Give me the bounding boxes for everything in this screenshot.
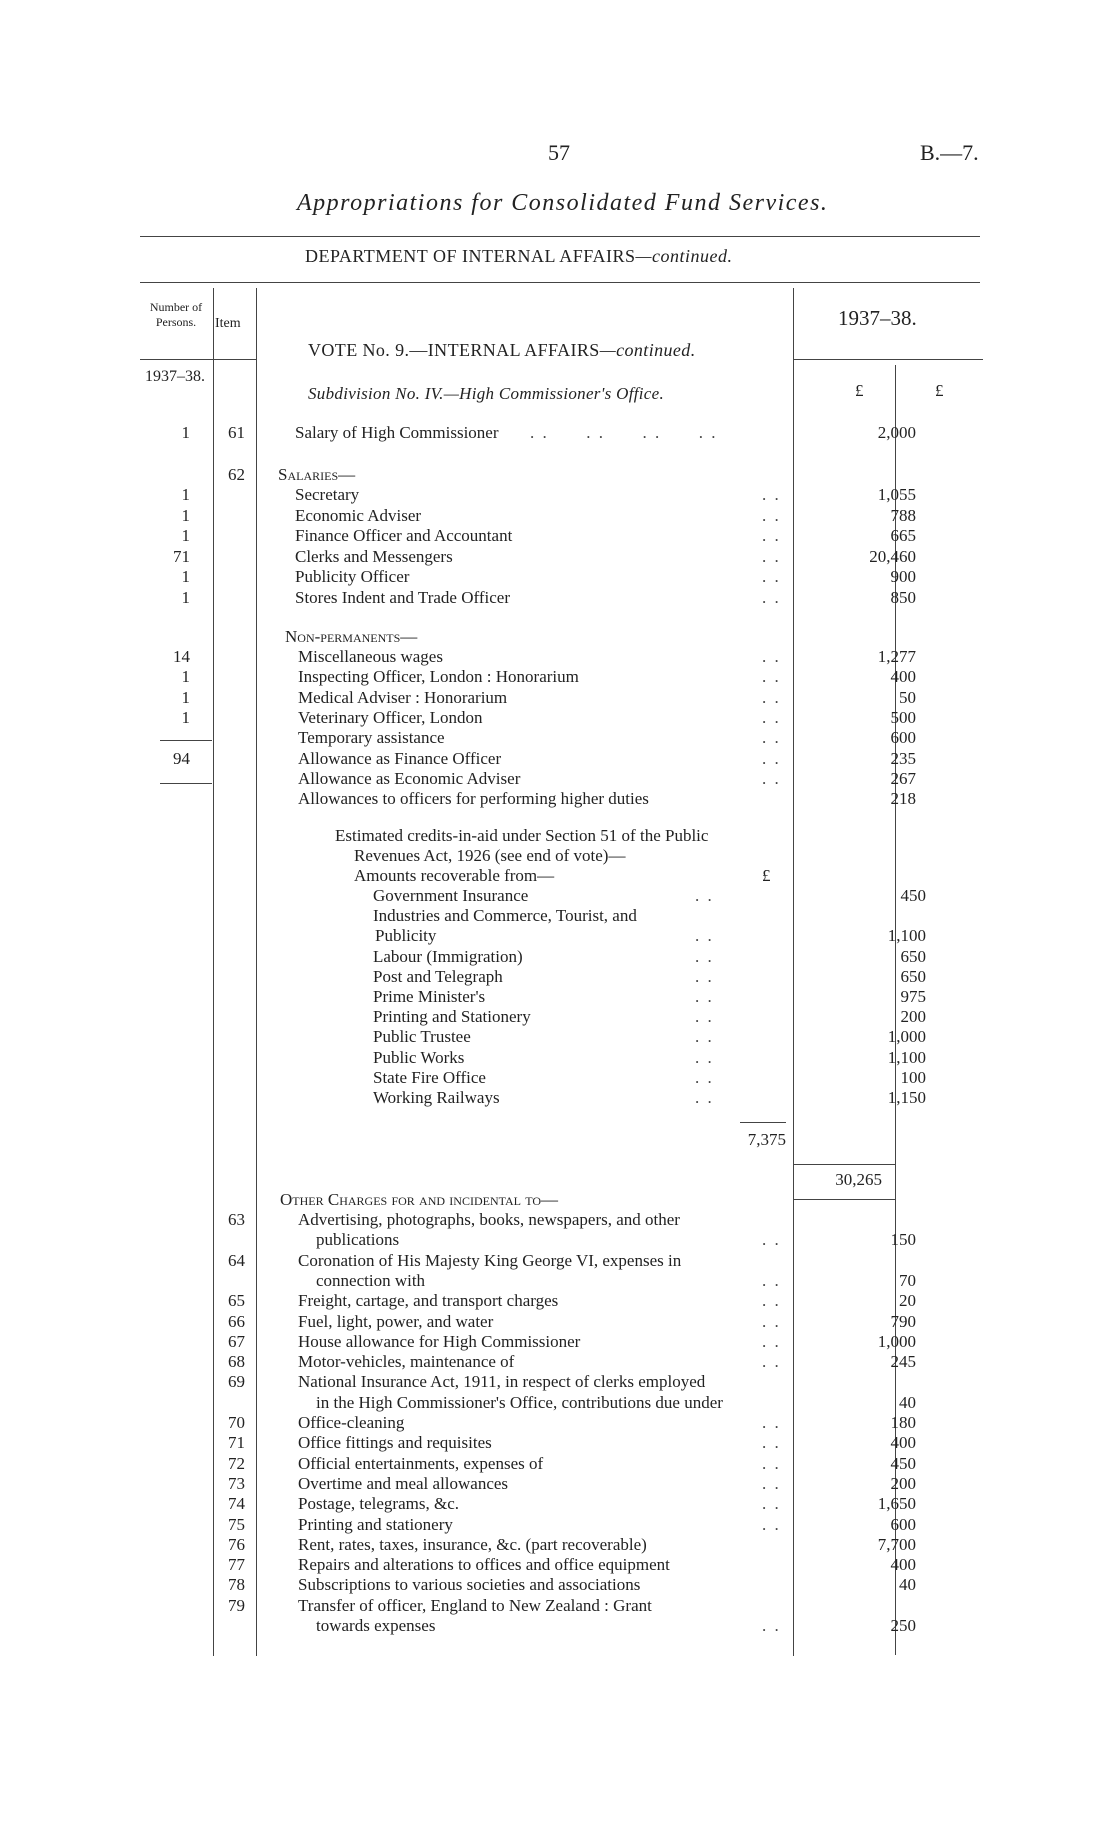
leader-dots: . .: [695, 1007, 714, 1027]
leader-dots: . .: [762, 1311, 781, 1331]
row-label: connection with: [316, 1270, 426, 1290]
leader-dots: . .: [695, 926, 714, 946]
leader-dots: . .: [695, 987, 714, 1006]
persons-cell: 1: [181, 567, 190, 586]
leader-dots: . .: [695, 1067, 714, 1087]
leader-dots: . .: [762, 768, 781, 788]
non-permanent-row: [140, 728, 916, 748]
salaries-heading-row: [140, 465, 900, 485]
other-charge-row: [140, 1291, 916, 1311]
row-label: State Fire Office: [373, 1067, 486, 1087]
other-charge-row: [140, 1575, 916, 1595]
leader-dots: . .: [762, 485, 781, 504]
credit-row: [140, 1047, 926, 1068]
leader-dots: . .: [762, 1494, 781, 1514]
row-label: Post and Telegraph: [373, 966, 503, 986]
leader-dots: . .: [762, 1291, 781, 1311]
vote-title-suffix: —continued.: [599, 340, 696, 360]
non-permanent-row: [140, 789, 916, 809]
row-amount: 1,150: [887, 1088, 926, 1107]
item-number: 74: [228, 1494, 245, 1514]
row-amount: 1,277: [877, 647, 916, 666]
item-number: 73: [228, 1473, 245, 1493]
leader-dots: . .: [762, 1473, 781, 1493]
non-permanent-row: [140, 768, 916, 789]
item-number: 76: [228, 1534, 245, 1554]
other-charge-row: [140, 1251, 900, 1271]
other-charge-row: [140, 1352, 916, 1372]
credit-row: [140, 1088, 926, 1108]
leader-dots: . . . . . . . .: [530, 423, 718, 442]
row-label: Printing and Stationery: [373, 1007, 531, 1027]
item-number: 69: [228, 1372, 245, 1392]
row-label: Temporary assistance: [298, 728, 445, 748]
row-label: Allowance as Finance Officer: [298, 748, 502, 768]
row-label: Labour (Immigration): [373, 946, 523, 966]
salary-row: [140, 485, 916, 505]
row-amount: 1,000: [877, 1331, 916, 1351]
currency-right: £: [935, 381, 944, 400]
subdivision-heading: Subdivision No. IV.—High Commissioner's Office.: [308, 384, 665, 403]
other-charge-row: [140, 1372, 900, 1392]
row-label: Clerks and Messengers: [295, 546, 453, 566]
row-label: Secretary: [295, 485, 360, 504]
row-amount: 70: [899, 1270, 916, 1290]
vote-title-text: VOTE No. 9.—INTERNAL AFFAIRS: [308, 340, 600, 360]
row-amount: 200: [900, 1007, 926, 1027]
item-number: 61: [228, 423, 245, 442]
leader-dots: . .: [762, 728, 781, 748]
row-amount: 650: [900, 966, 926, 986]
item-number: 70: [228, 1413, 245, 1432]
item-number: 67: [228, 1331, 245, 1351]
row-label: Repairs and alterations to offices and office equipment: [298, 1555, 670, 1575]
row-amount: 235: [890, 748, 916, 768]
leader-dots: . .: [762, 748, 781, 768]
row-amount: 850: [890, 587, 916, 607]
credits-total: 7,375: [747, 1130, 786, 1149]
row-label: Prime Minister's: [373, 987, 486, 1006]
non-permanent-row: [140, 687, 916, 708]
leader-dots: . .: [762, 546, 781, 566]
department-heading: [305, 246, 732, 267]
salaries-heading: Salaries—: [278, 465, 356, 484]
credits-intro-line2: Revenues Act, 1926 (see end of vote)—: [354, 846, 626, 865]
row-amount: 50: [899, 687, 916, 707]
persons-cell: 94: [173, 748, 190, 768]
row-label: Public Trustee: [373, 1027, 471, 1047]
item-number: 77: [228, 1555, 245, 1575]
row-amount: 400: [890, 667, 916, 687]
leader-dots: . .: [695, 966, 714, 986]
other-charge-row: [140, 1555, 916, 1575]
row-label: Publicity: [375, 926, 437, 946]
row-label: Official entertainments, expenses of: [298, 1453, 544, 1473]
non-permanents-heading: Non-permanents—: [285, 627, 418, 646]
row-amount: 450: [900, 886, 926, 905]
other-charge-row: [140, 1230, 916, 1250]
other-charges-heading: Other Charges for and incidental to—: [280, 1190, 559, 1209]
row-amount: 20,460: [869, 546, 916, 566]
row-amount: 900: [890, 567, 916, 586]
leader-dots: . .: [762, 567, 781, 586]
leader-dots: . .: [762, 687, 781, 707]
other-charge-row: [140, 1210, 900, 1230]
other-charge-row: [140, 1514, 916, 1535]
item-number: 64: [228, 1250, 245, 1270]
other-charge-row: [140, 1596, 900, 1616]
row-label: Veterinary Officer, London: [298, 707, 483, 727]
row-label: Transfer of officer, England to New Zealand : Grant: [298, 1595, 652, 1615]
row-label: Overtime and meal allowances: [298, 1473, 509, 1493]
credit-row: [140, 886, 926, 906]
leader-dots: . .: [762, 1514, 781, 1534]
row-amount: 1,055: [877, 485, 916, 504]
item-number: 71: [228, 1433, 245, 1453]
item-number: 65: [228, 1291, 245, 1311]
persons-cell: 1: [181, 667, 190, 687]
row-amount: 1,650: [877, 1494, 916, 1514]
row-amount: 100: [900, 1067, 926, 1087]
salary-row: [140, 567, 916, 587]
row-amount: 975: [900, 987, 926, 1006]
item-number: 62: [228, 465, 245, 484]
leader-dots: . .: [762, 1433, 781, 1453]
row-amount: 245: [890, 1352, 916, 1372]
persons-cell: 14: [173, 647, 190, 666]
credits-currency: £: [762, 866, 771, 885]
row-amount: 7,700: [877, 1534, 916, 1554]
item-number: 66: [228, 1311, 245, 1331]
persons-column-header: Number of Persons.: [149, 300, 203, 329]
row-amount: 600: [890, 1514, 916, 1534]
row-amount: 450: [890, 1453, 916, 1473]
leader-dots: . .: [762, 1352, 781, 1372]
row-label: Publicity Officer: [295, 567, 410, 586]
persons-cell: 1: [181, 526, 190, 545]
row-label: publications: [316, 1230, 400, 1250]
leader-dots: . .: [762, 1230, 781, 1250]
credit-row: [140, 1027, 926, 1047]
salary-row: [140, 505, 916, 526]
persons-cell: 1: [181, 485, 190, 504]
item-number: 63: [228, 1210, 245, 1229]
row-label: Inspecting Officer, London : Honorarium: [298, 667, 579, 687]
currency-left: £: [855, 381, 864, 400]
item-number: 68: [228, 1352, 245, 1372]
row-label: Advertising, photographs, books, newspapers, and other: [298, 1210, 680, 1229]
leader-dots: . .: [695, 946, 714, 966]
row-amount: 400: [890, 1433, 916, 1453]
leader-dots: . .: [762, 1453, 781, 1473]
row-amount: 180: [890, 1413, 916, 1432]
other-charge-row: [140, 1311, 916, 1332]
other-charge-row: [140, 1433, 916, 1453]
persons-cell: 1: [181, 423, 190, 442]
salary-row-61: [140, 423, 916, 443]
persons-cell: 71: [173, 546, 190, 566]
other-charge-row: [140, 1616, 916, 1636]
leader-dots: . .: [695, 886, 714, 905]
row-label: Working Railways: [373, 1088, 500, 1107]
item-number: 75: [228, 1514, 245, 1534]
row-label: Economic Adviser: [295, 505, 422, 525]
non-permanent-row: [140, 667, 916, 687]
item-number: 79: [228, 1595, 245, 1615]
row-label: Stores Indent and Trade Officer: [295, 587, 510, 607]
other-charge-row: [140, 1494, 916, 1514]
row-label: Postage, telegrams, &c.: [298, 1494, 459, 1514]
row-amount: 500: [890, 707, 916, 727]
persons-cell: 1: [181, 707, 190, 727]
credit-row: [140, 1007, 926, 1027]
credit-row: [140, 987, 926, 1007]
persons-cell: 1: [181, 587, 190, 607]
row-label: Office-cleaning: [298, 1413, 405, 1432]
year-column-header: 1937–38.: [838, 306, 917, 330]
row-label: National Insurance Act, 1911, in respect of clerks employed: [298, 1372, 706, 1392]
leader-dots: . .: [695, 1027, 714, 1047]
department-name: DEPARTMENT OF INTERNAL AFFAIRS: [305, 246, 636, 266]
non-permanent-row: [140, 707, 916, 728]
row-label: Rent, rates, taxes, insurance, &c. (part recoverable): [298, 1534, 647, 1554]
item-number: 72: [228, 1453, 245, 1473]
leader-dots: . .: [695, 1047, 714, 1067]
leader-dots: . .: [762, 647, 781, 666]
row-amount: 788: [890, 505, 916, 525]
non-permanents-heading-row: [140, 627, 900, 647]
item-column-header: Item: [215, 316, 241, 331]
leader-dots: . .: [762, 1270, 781, 1290]
row-amount: 400: [890, 1555, 916, 1575]
leader-dots: . .: [762, 667, 781, 687]
persons-cell: 1: [181, 687, 190, 707]
leader-dots: . .: [762, 1413, 781, 1432]
other-charge-row: [140, 1453, 916, 1474]
row-amount: 200: [890, 1473, 916, 1493]
row-label: Finance Officer and Accountant: [295, 526, 513, 545]
row-amount: 20: [899, 1291, 916, 1311]
row-label: Motor-vehicles, maintenance of: [298, 1352, 515, 1372]
credit-row: [140, 926, 926, 946]
row-label: Industries and Commerce, Tourist, and: [373, 906, 637, 926]
row-label: Salary of High Commissioner: [295, 423, 499, 442]
row-amount: 150: [890, 1230, 916, 1250]
leader-dots: . .: [762, 526, 781, 545]
leader-dots: . .: [762, 505, 781, 525]
credit-row: [140, 1067, 926, 1088]
row-label: Freight, cartage, and transport charges: [298, 1291, 559, 1311]
credit-row: [140, 946, 926, 967]
vote-title: [308, 340, 696, 361]
other-charge-row: [140, 1413, 916, 1433]
document-reference: B.—7.: [920, 140, 979, 165]
row-label: in the High Commissioner's Office, contributions due under: [316, 1392, 723, 1412]
row-amount: 218: [890, 789, 916, 809]
other-charge-row: [140, 1473, 916, 1494]
page-title: Appropriations for Consolidated Fund Services.: [297, 190, 829, 216]
other-charges-heading-row: [140, 1190, 900, 1210]
row-amount: 40: [899, 1575, 916, 1595]
non-permanent-row: [140, 748, 916, 769]
row-label: Printing and stationery: [298, 1514, 453, 1534]
credits-recoverable-label: Amounts recoverable from—: [354, 866, 555, 885]
non-permanent-row: [140, 647, 916, 667]
item-number: 78: [228, 1575, 245, 1595]
other-charge-row: [140, 1331, 916, 1352]
row-label: Subscriptions to various societies and associations: [298, 1575, 641, 1595]
leader-dots: . .: [762, 1616, 781, 1635]
department-suffix: —continued.: [635, 246, 733, 266]
persons-cell: 1: [181, 505, 190, 525]
row-label: Coronation of His Majesty King George VI, expenses in: [298, 1250, 682, 1270]
other-charge-row: [140, 1392, 916, 1413]
row-label: towards expenses: [316, 1616, 436, 1635]
row-amount: 250: [890, 1616, 916, 1635]
row-label: Medical Adviser : Honorarium: [298, 687, 508, 707]
row-amount: 267: [890, 768, 916, 788]
leader-dots: . .: [762, 707, 781, 727]
salary-row: [140, 587, 916, 608]
other-charge-row: [140, 1270, 916, 1291]
row-label: Allowances to officers for performing higher duties: [298, 789, 649, 809]
row-amount: 665: [890, 526, 916, 545]
row-amount: 1,000: [887, 1027, 926, 1047]
row-label: Fuel, light, power, and water: [298, 1311, 494, 1331]
credit-row: [140, 966, 926, 987]
row-amount: 2,000: [877, 423, 916, 442]
row-amount: 40: [899, 1392, 916, 1412]
page-number: 57: [548, 140, 570, 165]
other-charge-row: [140, 1534, 916, 1555]
salary-row: [140, 546, 916, 567]
row-label: Miscellaneous wages: [298, 647, 443, 666]
leader-dots: . .: [762, 587, 781, 607]
row-amount: 1,100: [887, 1047, 926, 1067]
row-label: Office fittings and requisites: [298, 1433, 492, 1453]
credits-intro-line1: Estimated credits-in-aid under Section 51 of the Public: [335, 826, 709, 845]
row-label: Public Works: [373, 1047, 465, 1067]
salary-row: [140, 526, 916, 546]
persons-year-label: 1937–38.: [145, 368, 205, 385]
salaries-total: 30,265: [835, 1170, 882, 1189]
row-label: Government Insurance: [373, 886, 529, 905]
row-amount: 1,100: [887, 926, 926, 946]
row-amount: 790: [890, 1311, 916, 1331]
row-amount: 650: [900, 946, 926, 966]
row-label: House allowance for High Commissioner: [298, 1331, 581, 1351]
leader-dots: . .: [695, 1088, 714, 1107]
leader-dots: . .: [762, 1331, 781, 1351]
credit-row: [140, 906, 900, 926]
row-label: Allowance as Economic Adviser: [298, 768, 521, 788]
row-amount: 600: [890, 728, 916, 748]
